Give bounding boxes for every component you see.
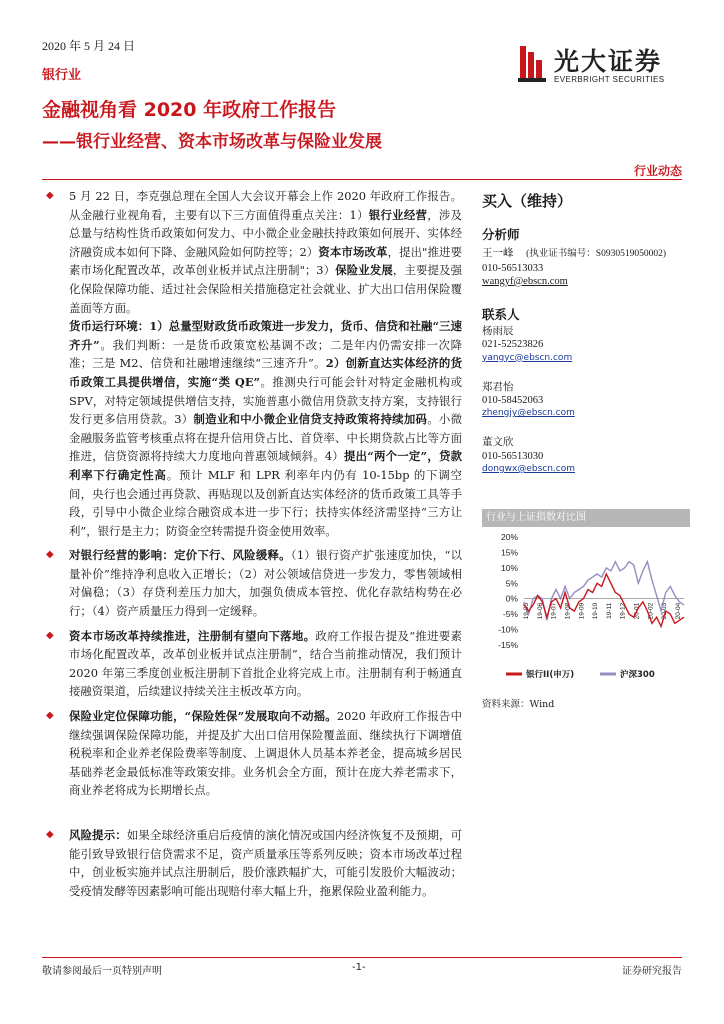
logo-mark-icon [518, 44, 548, 84]
report-type: 行业动态 [633, 164, 682, 178]
x-tick-label: 19-07 [550, 602, 558, 620]
x-tick-label: 19-11 [605, 602, 613, 619]
report-title: 金融视角看 2020 年政府工作报告 [42, 99, 337, 121]
contact-name: 郑君怡 [482, 380, 514, 393]
x-tick-label: 19-05 [523, 602, 530, 620]
x-tick-label: 19-06 [536, 602, 544, 620]
contact-item [482, 325, 692, 365]
contact-item [482, 436, 692, 476]
paragraph-summary: ◆ 5 月 22 日，李克强总理在全国人大会议开幕会上作 2020 年政府工作报告。从金融行业视角看，主要有以下三方面值得重点关注：1）银行业经营，涉及总量与结构性货币政策如何发力、中小微企业金融扶持政策如何展开、实体经济融资成本如何下降、金融风险如何防控等；2）资本市场改革，提出"推进要素市场化配置改革，改革创业板并试点注册制"；3）保险业发展，主要提及强化保险保障功能、适过社会保险相关措施稳定社会就业、扩大出口信用保险覆盖面等方面。 [46, 189, 462, 315]
analyst-phone: 010-56513033 [482, 262, 544, 274]
x-tick-label: 20-01 [633, 602, 641, 620]
x-tick-label: 19-12 [619, 602, 627, 620]
analyst-name: 王一峰 [482, 247, 514, 260]
series-line [524, 574, 684, 627]
sidebar [482, 187, 692, 476]
comparison-chart [482, 509, 690, 689]
x-tick-label: 20-02 [647, 602, 655, 620]
chart-plot [482, 527, 690, 689]
contact-name: 杨雨辰 [482, 325, 514, 338]
x-tick-label: 19-08 [564, 602, 572, 620]
diamond-bullet-icon: ◆ [46, 710, 54, 722]
page-number: -1- [352, 962, 366, 973]
diamond-bullet-icon: ◆ [46, 190, 54, 201]
diamond-bullet-icon: ◆ [46, 829, 54, 840]
y-tick-label: -5% [502, 609, 518, 620]
x-tick-label: 19-09 [578, 602, 586, 620]
contact-email[interactable]: dongwx@ebscn.com [482, 463, 575, 474]
footer-report-label: 证券研究报告 [622, 966, 682, 977]
footer-disclaimer: 敬请参阅最后一页特别声明 [42, 966, 162, 977]
contact-phone: 010-58452063 [482, 395, 544, 407]
y-tick-label: -15% [498, 640, 518, 650]
analyst-email[interactable]: wangyf@ebscn.com [482, 275, 568, 287]
y-tick-label: 0% [505, 593, 518, 604]
contact-heading: 联系人 [482, 307, 520, 323]
diamond-bullet-icon: ◆ [46, 629, 54, 641]
legend-label: 银行II(申万) [526, 670, 575, 680]
logo-text-en: EVERBRIGHT SECURITIES [554, 75, 665, 84]
y-tick-label: 5% [505, 578, 518, 589]
paragraph-insurance: ◆ 保险业定位保障功能，“保险姓保”发展取向不动摇。2020 年政府工作报告中继续强调保险保障功能，并提及扩大出口信用保险覆盖面、继续执行下调增值税税率和企业养老保险费率等制度、上调退休人员基本养老金，提高城乡居民基础养老金最低标准等政策安排。业务机会全方面，预计在庞大养老需求下，商业养老将成为长期增长点。 [46, 709, 462, 798]
y-tick-label: 20% [500, 532, 518, 542]
footer-rule [42, 957, 682, 958]
x-tick-label: 20-04 [675, 602, 682, 620]
contact-phone: 010-56513030 [482, 450, 544, 462]
contact-name: 董文欣 [482, 436, 514, 449]
analyst-heading: 分析师 [482, 227, 520, 243]
contact-item [482, 381, 692, 421]
paragraph-bank-impact: ◆ 对银行经营的影响：定价下行、风险缓释。（1）银行资产扩张速度加快，“以量补价”维持净利息收入正增长；（2）对公领域信贷进一步发力，零售领域相对偏稳；（3）存贷利差压力加大，加强负债成本管控、优化存款结构势在必行；（4）资产质量压力得到一定缓释。 [46, 548, 462, 619]
main-body [42, 187, 462, 900]
x-tick-label: 19-10 [592, 602, 600, 620]
contact-email[interactable]: yangyc@ebscn.com [482, 352, 573, 363]
header-rule [42, 179, 682, 180]
rating-label: 买入（维持） [482, 192, 573, 210]
chart-source: 资料来源：Wind [482, 699, 555, 710]
paragraph-capital-market: ◆ 资本市场改革持续推进，注册制有望向下落地。政府工作报告提及“推进要素市场化配置改革，改革创业板并试点注册制”，结合当前推动情况，我们预计 2020 年第三季度创业板注册制下首批企业将完成上市。注册制有利于畅通直接融资渠道，后续建议持续关注主板改革方向。 [46, 628, 462, 699]
analyst-cert: (执业证书编号：S0930519050002) [526, 249, 666, 260]
diamond-bullet-icon: ◆ [46, 549, 54, 561]
report-subtitle: ——银行业经营、资本市场改革与保险业发展 [42, 132, 382, 152]
legend-label: 沪深300 [620, 670, 655, 680]
paragraph-monetary: 货币运行环境：1）总量型财政货币政策进一步发力，货币、信贷和社融“三速齐升”。我们判断：一是货币政策宽松基调不改；二是年内仍需安排一次降准；三是 M2、信贷和社融增速继续“三速齐升”。2）创新直达实体经济的货币政策工具提供增信，实施“类 QE”。推测央行可能会针对特定金融机构或 SPV，对特定领域提供增信支持，实施普惠小微信用贷款支持方案，支持银行发行更多信用贷款。3）制造业和中小微企业信贷支持政策将持续加码。小微金融服务监管考核重点将在提升信用贷占比、首贷率、中长期贷款占比等方面推进，信贷资源将持续大力度地向普惠领域倾斜。4）提出“两个一定”，贷款利率下行确定性高。预计 MLF 和 LPR 利率年内仍有 10-15bp 的下调空间，央行也会通过再贷款、再贴现以及创新直达实体经济的货币政策工具等手段，引导中小微企业综合融资成本进一步下行；扶持实体经济需坚持“三方让利”，银行是主力；防资金空转需提升资金使用效率。 [69, 319, 462, 538]
sector-label: 银行业 [42, 68, 82, 83]
contact-email[interactable]: zhengjy@ebscn.com [482, 408, 575, 419]
everbright-logo [518, 42, 688, 92]
logo-text-cn: 光大证券 [554, 47, 663, 76]
report-date: 2020 年 5 月 24 日 [42, 39, 136, 53]
y-tick-label: 15% [500, 547, 518, 558]
paragraph-risk: ◆ 风险提示：如果全球经济重启后疫情的演化情况或国内经济恢复不及预期，可能引致导致银行信贷需求不足，资产质量承压等系列反映；资本市场改革过程中，创业板实施并试点注册制后，股价涨跌幅扩大，可能引发股价大幅波动；受疫情发酵等因素影响可能出现赔付率大幅上升，拖累保险业盈利能力。 [46, 828, 462, 898]
contact-phone: 021-52523826 [482, 339, 544, 351]
x-tick-label: 20-03 [661, 602, 669, 620]
chart-title: 行业与上证指数对比图 [482, 509, 690, 527]
y-tick-label: 10% [500, 562, 518, 573]
y-tick-label: -10% [498, 624, 518, 635]
